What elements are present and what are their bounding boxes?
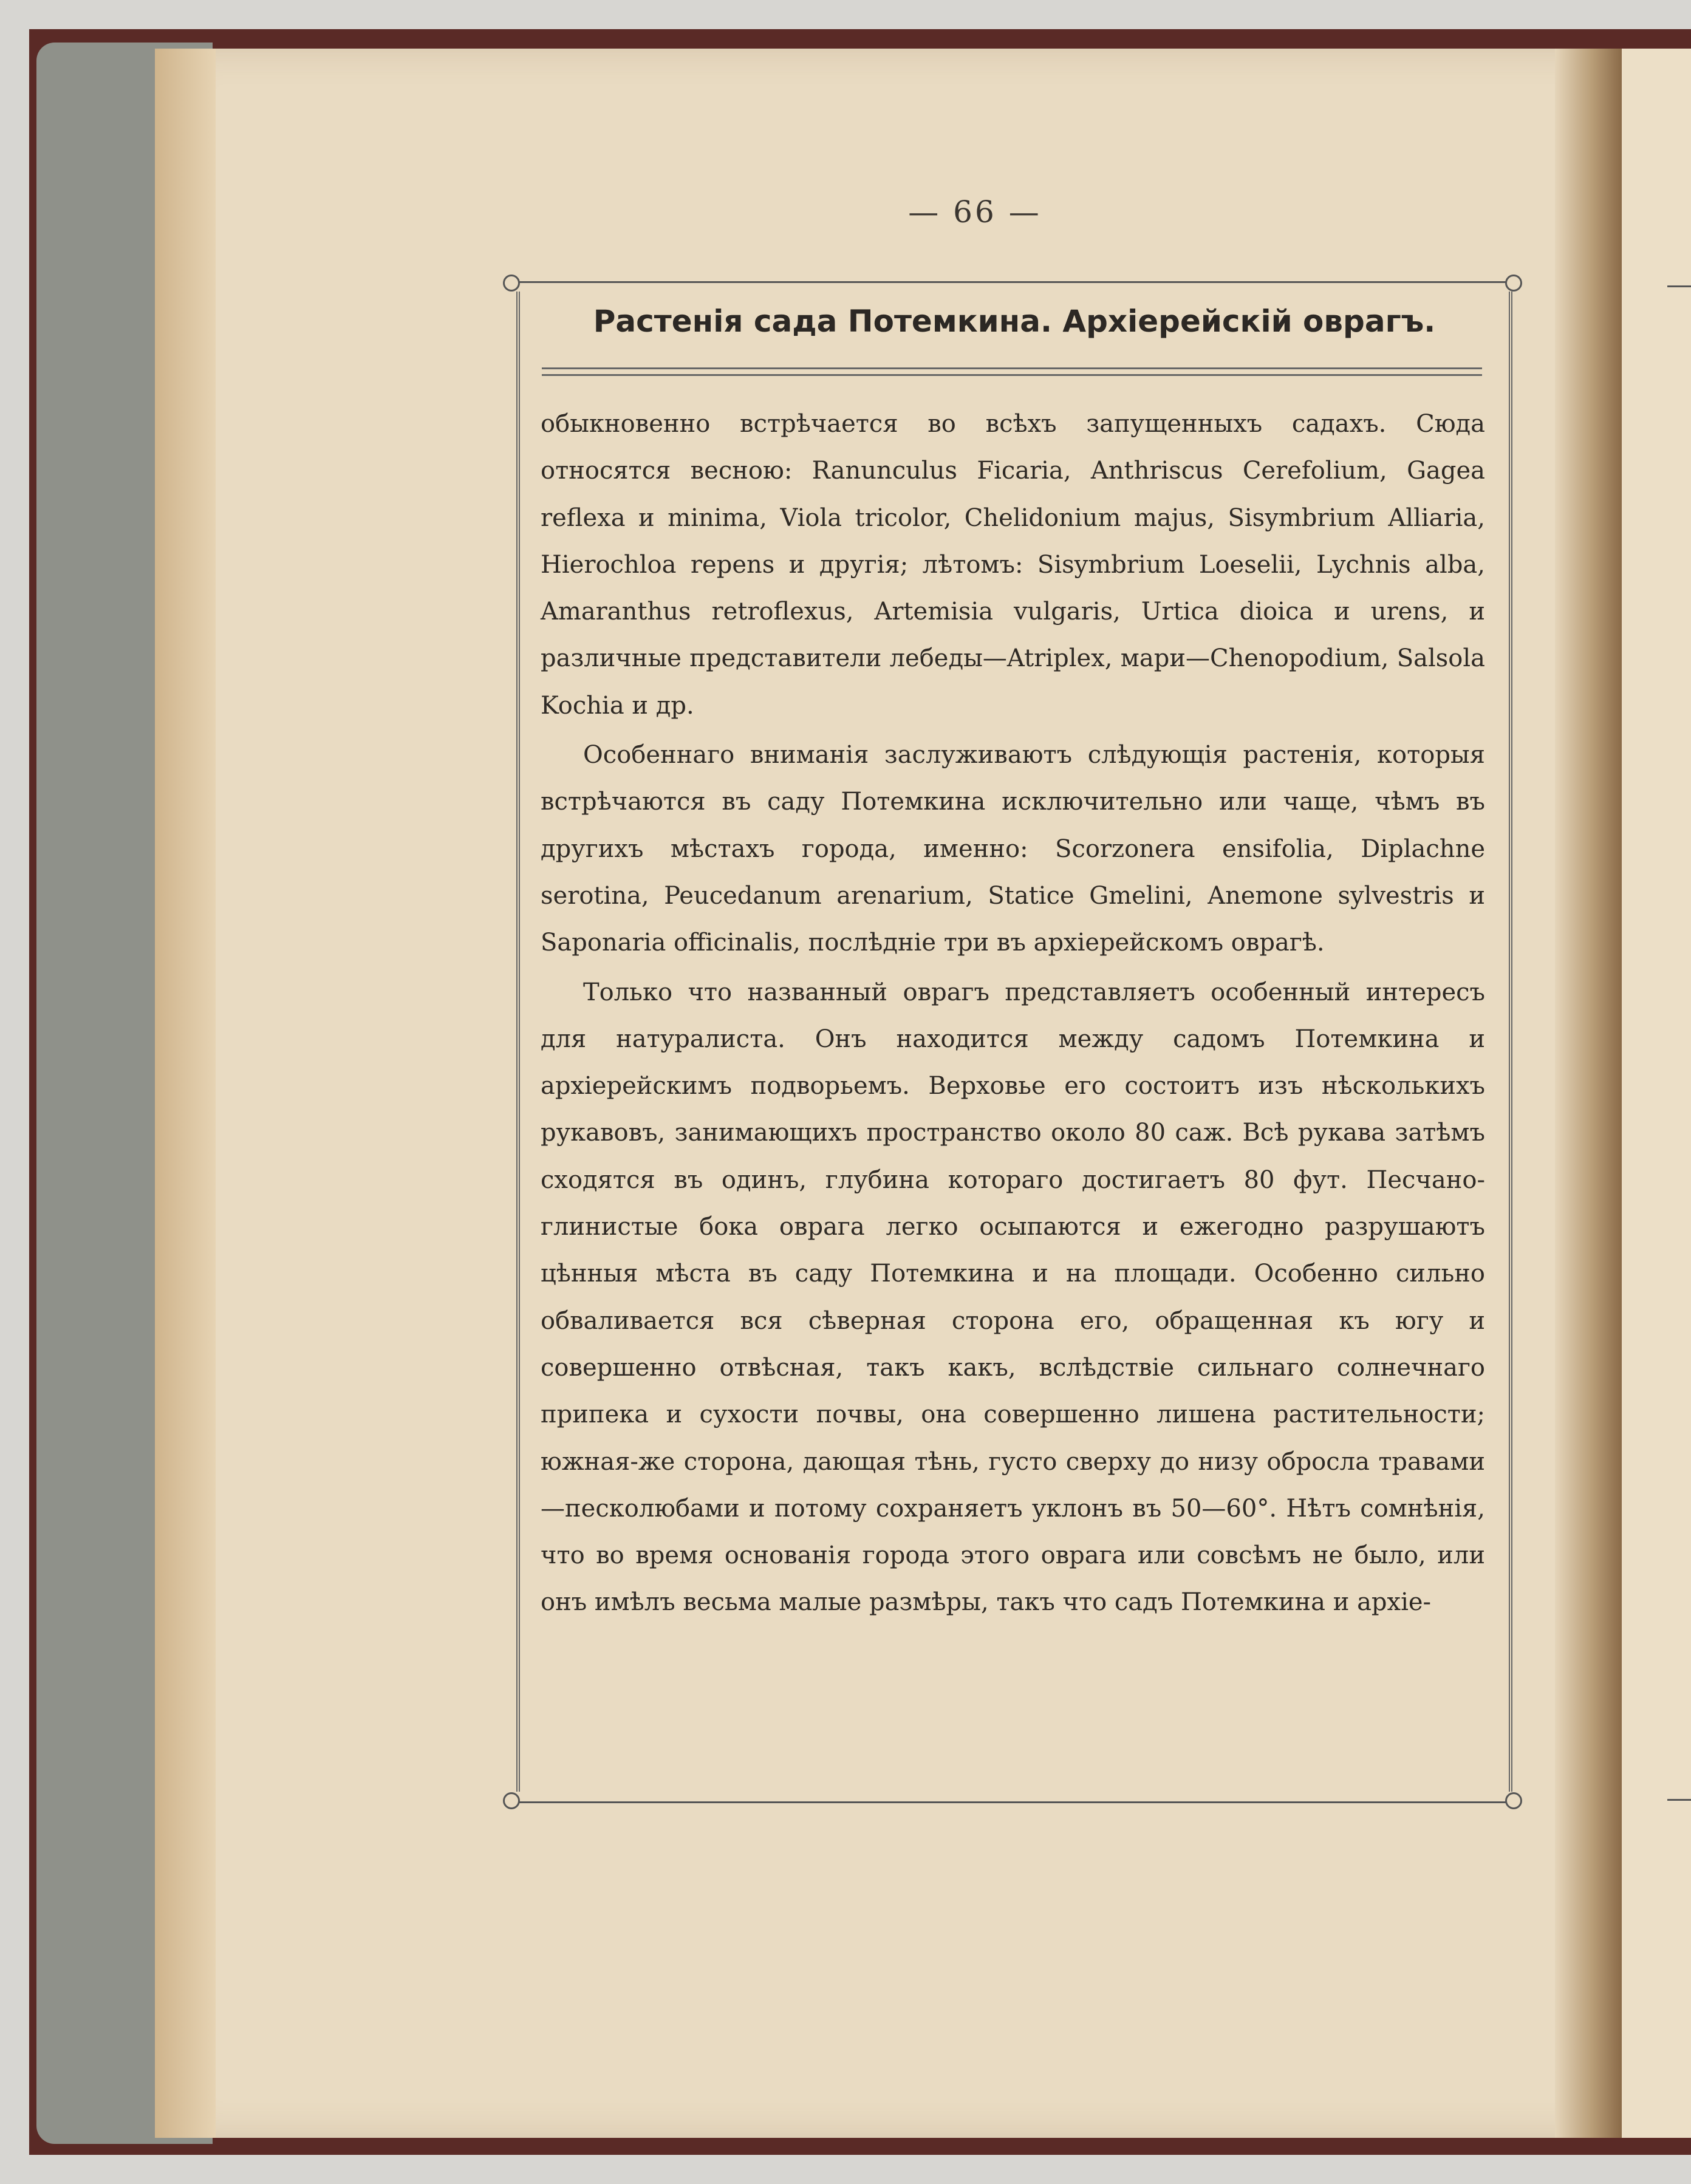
book-gutter	[1555, 49, 1622, 2138]
page-edge-shadow	[155, 49, 216, 2138]
frame-corner-ornament-top-right	[1505, 275, 1522, 292]
page-number: — 66 —	[908, 194, 1042, 230]
heading-double-rule	[542, 367, 1482, 376]
frame-corner-ornament-bottom-left	[503, 1792, 520, 1809]
section-heading: Растенія сада Потемкина. Архіерейскій оврагъ.	[593, 304, 1436, 339]
frame-corner-ornament-top-left	[503, 275, 520, 292]
next-page-frame-top	[1667, 285, 1691, 287]
frame-corner-ornament-bottom-right	[1505, 1792, 1522, 1809]
paragraph-1: обыкновенно встрѣчается во всѣхъ запущенныхъ садахъ. Сюда относятся весною: Ranunculus Ficaria, Anthriscus Cerefolium, Gagea reflexa и minima, Viola tricolor, Chelidonium majus, Sisymbrium Alliaria, Hierochloa repens и другія; лѣтомъ: Sisymbrium Loeselii, Lychnis alba, Amaranthus retroflexus, Artemisia vulgaris, Urtica dioica и urens, и различные представители лебеды—Atriplex, мари—Chenopodium, Salsola Kochia и др.	[541, 410, 1485, 720]
next-page-sliver	[1622, 49, 1691, 2138]
paragraph-2: Особеннаго вниманія заслуживаютъ слѣдующія растенія, которыя встрѣчаются въ саду Потемкина исключительно или чаще, чѣмъ въ другихъ мѣстахъ города, именно: Scorzonera ensifolia, Diplachne serotina, Peucedanum arenarium, Statice Gmelini, Anemone sylvestris и Saponaria officinalis, послѣдніе три въ архіерейскомъ оврагѣ.	[541, 741, 1485, 957]
frame-right-border	[1509, 292, 1512, 1792]
body-text	[541, 401, 1485, 1626]
frame-left-border	[516, 292, 520, 1792]
paragraph-3: Только что названный оврагъ представляетъ особенный интересъ для натуралиста. Онъ находится между садомъ Потемкина и архіерейскимъ подворьемъ. Верховье его состоитъ изъ нѣсколькихъ рукавовъ, занимающихъ пространство около 80 саж. Всѣ рукава затѣмъ сходятся въ одинъ, глубина котораго достигаетъ 80 фут. Песчано-глинистые бока оврага легко осыпаются и ежегодно разрушаютъ цѣнныя мѣста въ саду Потемкина и на площади. Особенно сильно обваливается вся сѣверная сторона его, обращенная къ югу и совершенно отвѣсная, такъ какъ, вслѣдствіе сильнаго солнечнаго припека и сухости почвы, она совершенно лишена растительности; южная-же сторона, дающая тѣнь, густо сверху до низу обросла травами—песколюбами и потому сохраняетъ уклонъ въ 50—60°. Нѣтъ сомнѣнія, что во время основанія города этого оврага или совсѣмъ не было, или онъ имѣлъ весьма малые размѣры, такъ что садъ Потемкина и архіе-	[541, 978, 1485, 1617]
next-page-frame-bottom	[1667, 1799, 1691, 1801]
